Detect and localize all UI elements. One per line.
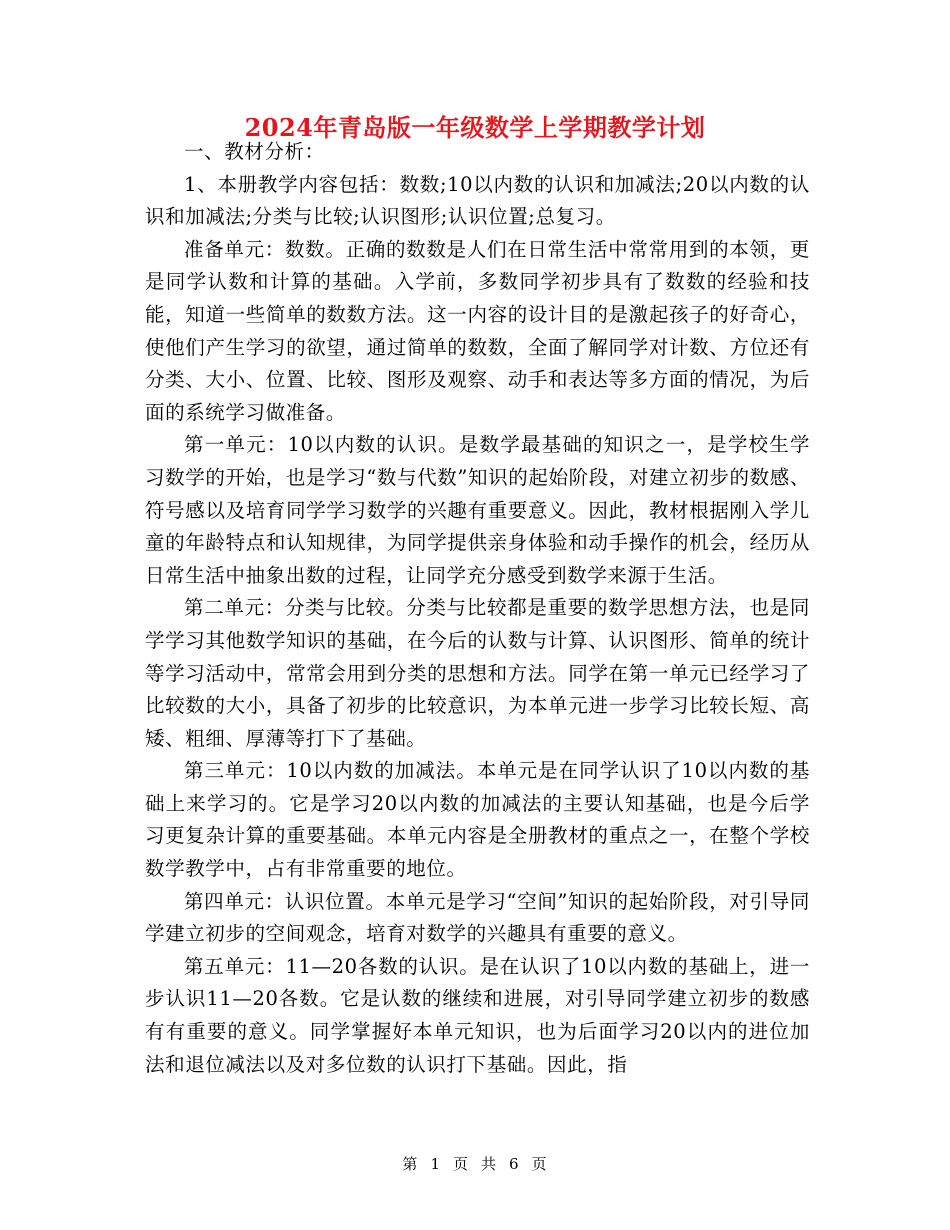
paragraph-prep-unit: 准备单元：数数。正确的数数是人们在日常生活中常常用到的本领，更是同学认数和计算的基础。入学前，多数同学初步具有了数数的经验和技能，知道一些简单的数数方法。这一内容的设计目的是激起孩子的好奇心，使他们产生学习的欲望，通过简单的数数，全面了解同学对计数、方位还有分类、大小、位置、比较、图形及观察、动手和表达等多方面的情况，为后面的系统学习做准备。 [145,237,810,424]
paragraph-unit-5: 第五单元：11—20各数的认识。是在认识了10以内数的基础上，进一步认识11—20各数。它是认数的继续和进展，对引导同学建立初步的数感有有重要的意义。同学掌握好本单元知识，也为后面学习20以内的进位加法和退位减法以及对多位数的认识打下基础。因此，指 [145,954,810,1076]
footer-prefix: 第 [402,1155,419,1173]
footer-page-number: 1 [430,1155,441,1173]
footer-total-word: 共 [481,1155,498,1173]
paragraph-unit-2: 第二单元：分类与比较。分类与比较都是重要的数学思想方法，也是同学学习其他数学知识的基础，在今后的认数与计算、认识图形、简单的统计等学习活动中，常常会用到分类的思想和方法。同学在第一单元已经学习了比较数的大小，具备了初步的比较意识，为本单元进一步学习比较长短、高矮、粗细、厚薄等打下了基础。 [145,596,810,750]
footer-page-word: 页 [452,1155,469,1173]
paragraph-scope: 1、本册教学内容包括：数数;10以内数的认识和加减法;20以内数的认识和加减法;分类与比较;认识图形;认识位置;总复习。 [145,172,810,229]
section-heading: 一、教材分析： [184,140,325,163]
footer-total-pages: 6 [509,1155,520,1173]
paragraph-unit-3: 第三单元：10以内数的加减法。本单元是在同学认识了10以内数的基础上来学习的。它是学习20以内数的加减法的主要认知基础，也是今后学习更复杂计算的重要基础。本单元内容是全册教材的重点之一，在整个学校数学教学中，占有非常重要的地位。 [145,759,810,881]
paragraph-unit-1: 第一单元：10以内数的认识。是数学最基础的知识之一，是学校生学习数学的开始，也是学习“数与代数”知识的起始阶段，对建立初步的数感、符号感以及培育同学学习数学的兴趣有重要意义。因此，教材根据刚入学儿童的年龄特点和认知规律，为同学提供亲身体验和动手操作的机会，经历从日常生活中抽象出数的过程，让同学充分感受到数学来源于生活。 [145,433,810,587]
page-footer [0,1154,950,1174]
paragraph-unit-4: 第四单元：认识位置。本单元是学习“空间”知识的起始阶段，对引导同学建立初步的空间观念，培育对数学的兴趣具有重要的意义。 [145,889,810,946]
footer-suffix: 页 [531,1155,548,1173]
document-title: 2024年青岛版一年级数学上学期教学计划 [244,113,706,142]
document-body [145,136,810,1081]
